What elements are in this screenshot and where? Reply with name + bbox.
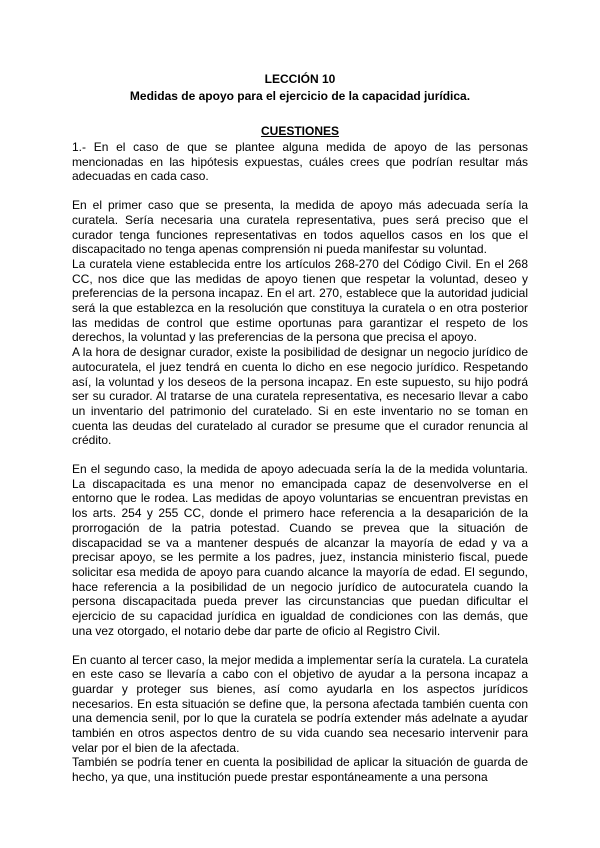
case-one-paragraph: En el primer caso que se presenta, la medida de apoyo más adecuada sería la curatela. Sería necesaria una curatela representativa, pues será preciso que el curador tenga funciones representativas en todos aquellos casos en los que el discapacitado no tenga apenas comprensión ni pueda manifestar su voluntad.	[72, 198, 528, 257]
lesson-subtitle: Medidas de apoyo para el ejercicio de la capacidad jurídica.	[129, 89, 471, 103]
guarda-de-hecho-paragraph: También se podría tener en cuenta la posibilidad de aplicar la situación de guarda de hecho, ya que, una institución puede prestar espontáneamente a una persona	[72, 755, 528, 785]
case-three-paragraph: En cuanto al tercer caso, la mejor medida a implementar sería la curatela. La curatela en este caso se llevaría a cabo con el objetivo de ayudar a la persona incapaz a guardar y proteger sus bienes, así como ayudarla en los aspectos jurídicos necesarios. En esta situación se define que, la persona afectada también cuenta con una demencia senil, por lo que la curatela se podría extender más adelnate a ayudar también en otros aspectos dentro de su vida cuando sea necesario intervenir para velar por el bien de la afectada.	[72, 652, 528, 755]
case-two-paragraph: En el segundo caso, la medida de apoyo adecuada sería la de la medida voluntaria. La discapacitada es una menor no emancipada capaz de desenvolverse en el entorno que le rodea. Las medidas de apoyo voluntarias se encuentran previstas en los arts. 254 y 255 CC, donde el primero hace referencia a la desaparición de la prorrogación de la patria potestad. Cuando se prevea que la situación de discapacidad se va a mantener después de alcanzar la mayoría de edad y va a precisar apoyo, se les permite a los padres, juez, instancia ministerio fiscal, puede solicitar esa medida de apoyo para cuando alcance la mayoría de edad. El segundo, hace referencia a la posibilidad de un negocio jurídico de autocuratela cuando la persona discapacitada pueda prever las circunstancias que puedan dificultar el ejercicio de su capacidad jurídica en igualdad de condiciones con las demás, que una vez otorgado, el notario debe dar parte de oficio al Registro Civil.	[72, 462, 528, 638]
question-paragraph: 1.- En el caso de que se plantee alguna medida de apoyo de las personas mencionadas en las hipótesis expuestas, cuáles crees que podrían resultar más adecuadas en cada caso.	[72, 140, 528, 184]
section-heading: CUESTIONES	[260, 124, 339, 138]
lesson-title: LECCIÓN 10	[264, 72, 336, 86]
curator-designation-paragraph: A la hora de designar curador, existe la posibilidad de designar un negocio jurídico de autocuratela, el juez tendrá en cuenta lo dicho en ese negocio jurídico. Respetando así, la voluntad y los deseos de la persona incapaz. En este supuesto, su hijo podrá ser su curador. Al tratarse de una curatela representativa, es necesario llevar a cabo un inventario del patrimonio del curatelado. Si en este inventario no se toman en cuenta las deudas del curatelado al curador se presume que el curador renuncia al crédito.	[72, 345, 528, 448]
document-body	[72, 140, 528, 785]
curatela-articles-paragraph: La curatela viene establecida entre los artículos 268-270 del Código Civil. En el 268 CC, nos dice que las medidas de apoyo tienen que respetar la voluntad, deseo y preferencias de la persona incapaz. En el art. 270, establece que la autoridad judicial será la que establezca en la resolución que constituya la curatela o en otra posterior las medidas de control que estime oportunas para garantizar el respeto de los derechos, la voluntad y las preferencias de la persona que precisa el apoyo.	[72, 256, 528, 345]
